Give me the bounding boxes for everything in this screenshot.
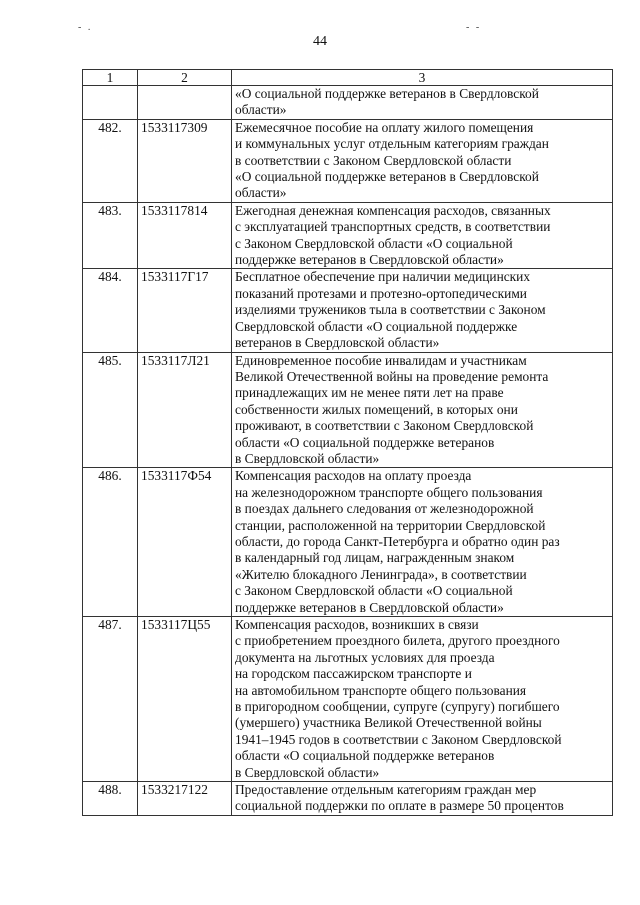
row-description-cell	[232, 782, 613, 816]
description-line: проживают, в соответствии с Законом Свердловской	[235, 418, 534, 434]
page-number: 44	[313, 34, 327, 49]
description-line: ветеранов в Свердловской области»	[235, 335, 440, 351]
description-line: Ежемесячное пособие на оплату жилого помещения	[235, 119, 534, 135]
row-description-cell	[232, 269, 613, 352]
table-row	[83, 782, 613, 816]
description-line: собственности жилых помещений, в которых они	[235, 401, 518, 417]
table-row	[83, 269, 613, 352]
row-description-cell	[232, 352, 613, 468]
row-code-cell: 1533117814	[138, 202, 232, 269]
row-description-cell	[232, 202, 613, 269]
description-line: и коммунальных услуг отдельным категориям граждан	[235, 136, 549, 152]
table-row	[83, 202, 613, 269]
row-number-cell: 483.	[83, 202, 138, 269]
row-code-cell: 1533117Ц55	[138, 617, 232, 782]
table-row	[83, 617, 613, 782]
description-line: в соответствии с Законом Свердловской области	[235, 152, 512, 168]
description-line: Ежегодная денежная компенсация расходов, связанных	[235, 202, 551, 218]
scan-mark-right: - -	[466, 22, 482, 33]
description-line: изделиями тружеников тыла в соответствии с Законом	[235, 302, 546, 318]
row-description-cell	[232, 468, 613, 617]
description-line: в пригородном сообщении, супруге (супругу) погибшего	[235, 699, 560, 715]
description-line: поддержке ветеранов в Свердловской области»	[235, 252, 504, 268]
table-header-row	[83, 70, 613, 86]
row-code-cell: 1533217122	[138, 782, 232, 816]
description-line: области»	[235, 102, 287, 118]
row-description-cell	[232, 119, 613, 202]
description-line: (умершего) участника Великой Отечественной войны	[235, 715, 542, 731]
table-row	[83, 352, 613, 468]
scan-mark-left: - .	[78, 22, 93, 33]
description-line: с эксплуатацией транспортных средств, в соответствии	[235, 219, 551, 235]
column-header-code: 2	[138, 70, 232, 86]
description-line: «О социальной поддержке ветеранов в Свердловской	[235, 86, 539, 101]
description-line: «О социальной поддержке ветеранов в Свердловской	[235, 169, 539, 185]
row-code-cell: 1533117Г17	[138, 269, 232, 352]
table-body	[83, 86, 613, 816]
row-number-cell	[83, 86, 138, 120]
description-line: в Свердловской области»	[235, 450, 380, 466]
description-line: поддержке ветеранов в Свердловской области»	[235, 599, 504, 615]
description-line: в поездах дальнего следования от железнодорожной	[235, 501, 534, 517]
description-line: Единовременное пособие инвалидам и участникам	[235, 352, 527, 368]
description-line: «Жителю блокадного Ленинграда», в соответствии	[235, 566, 527, 582]
description-line: на железнодорожном транспорте общего пользования	[235, 484, 543, 500]
description-line: Великой Отечественной войны на проведение ремонта	[235, 368, 549, 384]
row-number-cell: 486.	[83, 468, 138, 617]
row-number-cell: 482.	[83, 119, 138, 202]
description-line: документа на льготных условиях для проезда	[235, 649, 495, 665]
row-number-cell: 484.	[83, 269, 138, 352]
description-line: показаний протезами и протезно-ортопедическими	[235, 285, 527, 301]
table-row	[83, 119, 613, 202]
description-line: Предоставление отдельным категориям граждан мер	[235, 782, 537, 798]
row-code-cell: 1533117Л21	[138, 352, 232, 468]
description-line: области «О социальной поддержке ветеранов	[235, 434, 495, 450]
description-line: Свердловской области «О социальной поддержке	[235, 318, 518, 334]
description-line: 1941–1945 годов в соответствии с Законом Свердловской	[235, 731, 562, 747]
description-line: на городском пассажирском транспорте и	[235, 666, 472, 682]
row-description-cell	[232, 86, 613, 120]
row-code-cell	[138, 86, 232, 120]
description-line: с Законом Свердловской области «О социальной	[235, 583, 513, 599]
description-line: области, до города Санкт-Петербурга и обратно один раз	[235, 533, 560, 549]
description-line: станции, расположенной на территории Свердловской	[235, 517, 546, 533]
column-header-description: 3	[232, 70, 613, 86]
description-line: Компенсация расходов, возникших в связи	[235, 617, 479, 632]
row-code-cell: 1533117309	[138, 119, 232, 202]
description-line: в календарный год лицам, награжденным знаком	[235, 550, 515, 566]
description-line: на автомобильном транспорте общего пользования	[235, 682, 527, 698]
row-description-cell	[232, 617, 613, 782]
description-line: принадлежащих им не менее пяти лет на праве	[235, 385, 504, 401]
column-header-number: 1	[83, 70, 138, 86]
row-number-cell: 487.	[83, 617, 138, 782]
row-number-cell: 488.	[83, 782, 138, 816]
description-line: Бесплатное обеспечение при наличии медицинских	[235, 269, 531, 285]
description-line: в Свердловской области»	[235, 764, 380, 780]
description-line: области»	[235, 185, 287, 201]
description-line: Компенсация расходов на оплату проезда	[235, 468, 472, 484]
row-number-cell: 485.	[83, 352, 138, 468]
table-row	[83, 468, 613, 617]
description-line: социальной поддержки по оплате в размере 50 процентов	[235, 798, 564, 814]
table-row-continuation	[83, 86, 613, 120]
budget-codes-table	[82, 69, 613, 816]
description-line: области «О социальной поддержке ветеранов	[235, 748, 495, 764]
row-code-cell: 1533117Ф54	[138, 468, 232, 617]
description-line: с Законом Свердловской области «О социальной	[235, 235, 513, 251]
description-line: с приобретением проездного билета, другого проездного	[235, 633, 560, 649]
